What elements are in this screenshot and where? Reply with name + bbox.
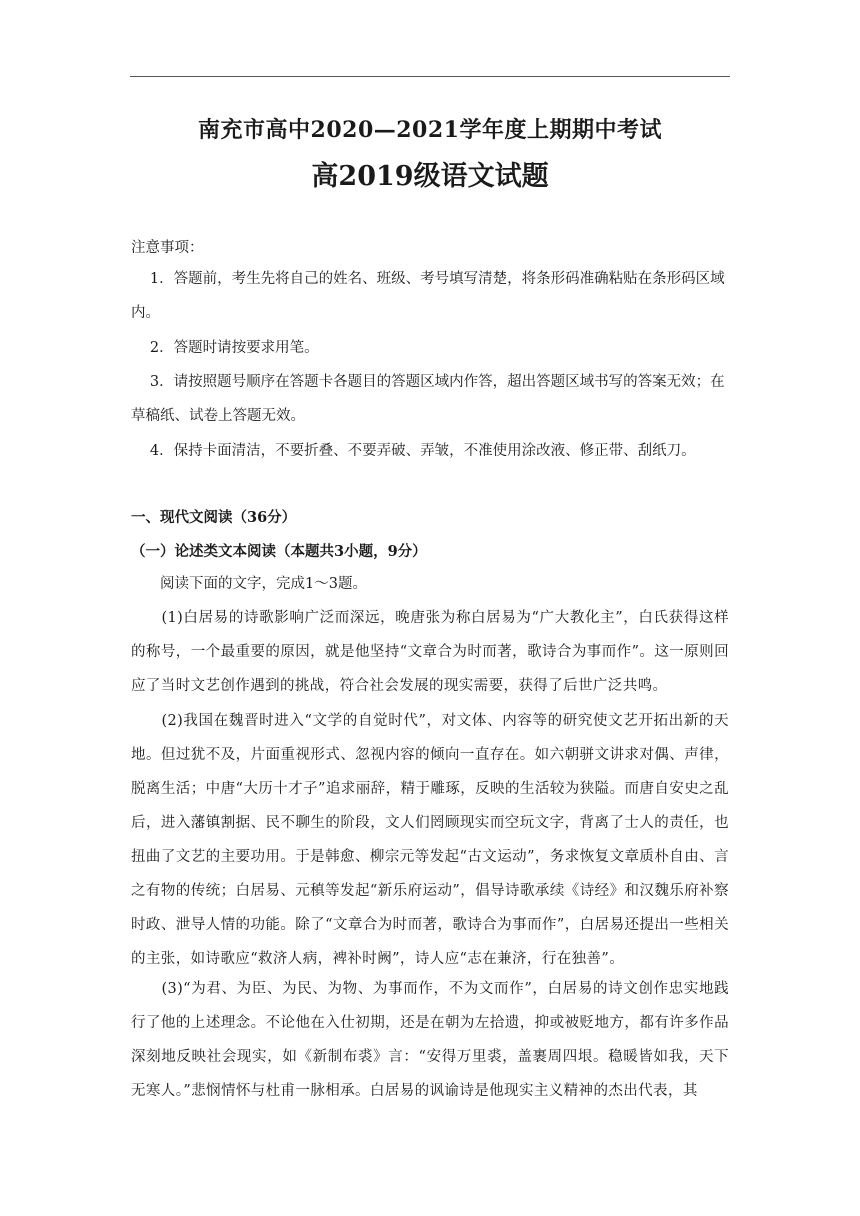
exam-subtitle: 高2019级语文试题 bbox=[311, 161, 549, 192]
header-rule bbox=[130, 76, 730, 77]
notice-item-3: 3．请按照题号顺序在答题卡各题目的答题区域内作答，超出答题区域书写的答案无效；在草稿纸、试卷上答题无效。 bbox=[131, 374, 725, 424]
passage-paragraph-1: (1)白居易的诗歌影响广泛而深远，晚唐张为称白居易为“广大教化主”，白氏获得这样的称号，一个最重要的原因，就是他坚持“文章合为时而著，歌诗合为事而作”。这一原则回应了当时文艺创作遇到的挑战，符合社会发展的现实需要，获得了后世广泛共鸣。 bbox=[131, 610, 729, 694]
part-title: 一、现代文阅读（36分） bbox=[131, 509, 297, 526]
passage-paragraph-3: (3)“为君、为臣、为民、为物、为事而作，不为文而作”，白居易的诗文创作忠实地践行了他的上述理念。不论他在入仕初期，还是在朝为左拾遗，抑或被贬地方，都有许多作品深刻地反映社会现实，如《新制布裘》言：“安得万里裘，盖裹周四垠。稳暖皆如我，天下无寒人。”悲悯情怀与杜甫一脉相承。白居易的讽谕诗是他现实主义精神的杰出代表，其 bbox=[131, 981, 729, 1099]
notice-heading: 注意事项： bbox=[131, 240, 204, 256]
passage-paragraph-2: (2)我国在魏晋时进入“文学的自觉时代”，对文体、内容等的研究使文艺开拓出新的天地。但过犹不及，片面重视形式、忽视内容的倾向一直存在。如六朝骈文讲求对偶、声律，脱离生活；中唐“大历十才子”追求丽辞，精于雕琢，反映的生活较为狭隘。而唐自安史之乱后，进入藩镇割据、民不聊生的阶段，文人们罔顾现实而空玩文字，背离了士人的责任，也扭曲了文艺的主要功用。于是韩愈、柳宗元等发起“古文运动”，务求恢复文章质朴自由、言之有物的传统；白居易、元稹等发起“新乐府运动”，倡导诗歌承续《诗经》和汉魏乐府补察时政、泄导人情的功能。除了“文章合为时而著，歌诗合为事而作”，白居易还提出一些相关的主张，如诗歌应“救济人病，裨补时阙”，诗人应“志在兼济，行在独善”。 bbox=[131, 713, 729, 967]
notice-item-2: 2．答题时请按要求用笔。 bbox=[149, 340, 319, 356]
reading-instruction: 阅读下面的文字，完成1～3题。 bbox=[160, 576, 367, 592]
notice-item-1: 1．答题前，考生先将自己的姓名、班级、考号填写清楚，将条形码准确粘贴在条形码区域内。 bbox=[131, 271, 725, 321]
subsection-title: （一）论述类文本阅读（本题共3小题，9分） bbox=[131, 543, 427, 560]
notice-item-4: 4．保持卡面清洁，不要折叠、不要弄破、弄皱，不准使用涂改液、修正带、刮纸刀。 bbox=[149, 443, 696, 459]
exam-title: 南充市高中2020—2021学年度上期期中考试 bbox=[198, 117, 662, 143]
